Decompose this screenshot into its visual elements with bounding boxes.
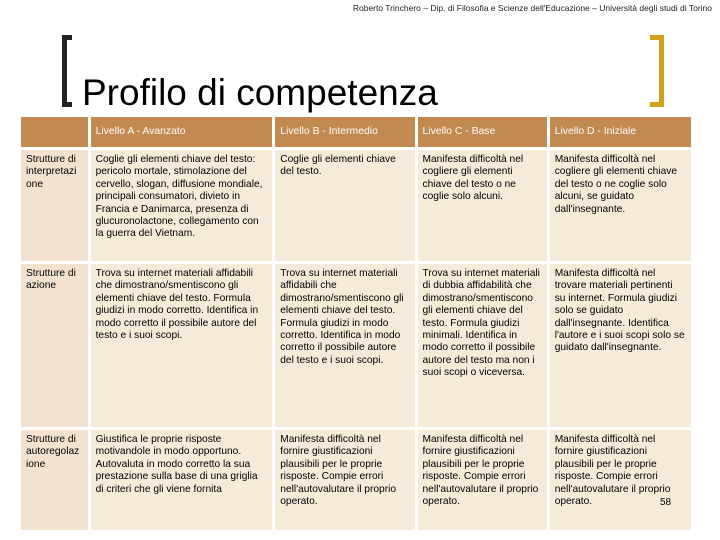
row-header: Strutture di autoregolaz ione [21,430,88,530]
row-header: Strutture di azione [21,264,88,427]
column-header-level-b: Livello B - Intermedio [275,117,414,147]
slide-title: Profilo di competenza [82,72,438,113]
table-header-row [21,117,691,147]
table-row [21,150,691,261]
title-bracket-left [62,35,72,107]
table-cell: Coglie gli elementi chiave del testo. [275,150,414,261]
column-header-empty [21,117,88,147]
title-bracket-right [650,35,664,107]
table-cell: Manifesta difficoltà nel fornire giustificazioni plausibili per le proprie risposte. Compie errori nell'autovalutare il proprio operato. [550,430,691,530]
row-header: Strutture di interpretazi one [21,150,88,261]
table-cell: Trova su internet materiali affidabili che dimostrano/smentiscono gli elementi chiave del testo. Formula giudizi in modo corretto. Identifica in modo corretto il possibile autore del testo e i suoi scopi. [91,264,273,427]
header-attribution: Roberto Trinchero – Dip. di Filosofia e Scienze dell'Educazione – Università degli studi di Torino [352,3,712,13]
table-cell: Giustifica le proprie risposte motivandole in modo opportuno. Autovaluta in modo corretto la sua prestazione sulla base di una griglia di criteri che gli viene fornita [91,430,273,530]
table-cell: Manifesta difficoltà nel cogliere gli elementi chiave del testo o ne coglie solo alcuni, se guidato dall'insegnante. [550,150,691,261]
table-cell: Trova su internet materiali di dubbia affidabilità che dimostrano/smentiscono gli elementi chiave del testo. Formula giudizi minimali. Identifica in modo corretto il possibile autore del testo ma non i suoi scopi o viceversa. [418,264,547,427]
table-cell: Manifesta difficoltà nel fornire giustificazioni plausibili per le proprie risposte. Compie errori nell'autovalutare il proprio operato. [418,430,547,530]
table-cell: Manifesta difficoltà nel fornire giustificazioni plausibili per le proprie risposte. Compie errori nell'autovalutare il proprio operato. [275,430,414,530]
table-cell: Coglie gli elementi chiave del testo: pericolo mortale, stimolazione del cervello, slogan, diffusione mondiale, principali consumatori, divieto in Francia e Danimarca, presenza di glucuronolactone, collegamento con la guerra del Vietnam. [91,150,273,261]
table-cell: Trova su internet materiali affidabili che dimostrano/smentiscono gli elementi chiave del testo. Formula giudizi in modo corretto. Identifica in modo corretto il possibile autore del testo e i suoi scopi. [275,264,414,427]
column-header-level-c: Livello C - Base [418,117,547,147]
column-header-level-a: Livello A - Avanzato [91,117,273,147]
table-cell: Manifesta difficoltà nel cogliere gli elementi chiave del testo o ne coglie solo alcuni. [418,150,547,261]
column-header-level-d: Livello D - Iniziale [550,117,691,147]
table-row [21,264,691,427]
page-number: 58 [660,497,672,508]
competence-table [18,114,694,533]
table-cell: Manifesta difficoltà nel trovare materiali pertinenti su internet. Formula giudizi solo se guidato dall'insegnante. Identifica l'autore e i suoi scopi solo se guidato dall'insegnante. [550,264,691,427]
table-row [21,430,691,530]
